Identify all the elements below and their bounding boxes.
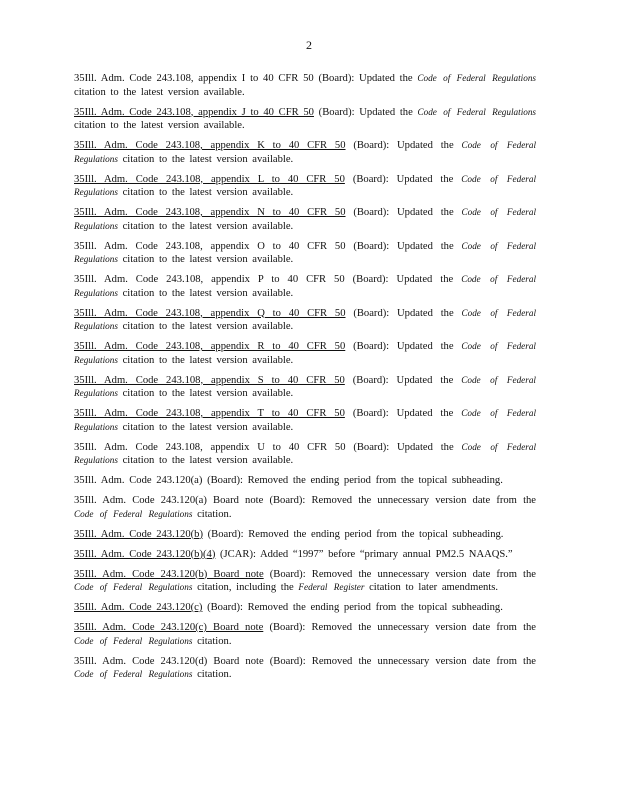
change-description: (Board): Updated the <box>353 240 454 252</box>
italic-reference: Code of Federal Regulations <box>74 341 536 365</box>
italic-reference: Code of Federal Regulations <box>74 635 193 646</box>
amendment-entry <box>74 206 536 233</box>
change-description-end: citation, including the <box>197 582 294 593</box>
rule-citation: 35Ill. Adm. Code 243.108, appendix Q to 40 CFR 50 <box>74 307 346 319</box>
italic-reference: Code of Federal Regulations <box>74 508 193 519</box>
italic-reference: Federal Register <box>298 582 365 592</box>
change-description-end: citation to the latest version available. <box>122 455 294 466</box>
amendment-list <box>74 72 536 688</box>
rule-citation: 35Ill. Adm. Code 243.108, appendix T to 40 CFR 50 <box>74 408 345 419</box>
change-description-end: citation. <box>197 669 232 680</box>
amendment-entry <box>74 340 536 367</box>
rule-citation: 35Ill. Adm. Code 243.120(c) <box>74 602 203 613</box>
amendment-entry <box>74 441 536 468</box>
amendment-entry <box>74 307 536 334</box>
change-description-end: citation to the latest version available. <box>122 220 294 232</box>
change-description: (Board): Updated the <box>352 274 454 285</box>
rule-citation: 35Ill. Adm. Code 243.120(b) <box>74 528 203 540</box>
change-description: (Board): Updated the <box>318 106 413 118</box>
italic-reference: Code of Federal Regulations <box>74 441 536 465</box>
amendment-entry <box>74 106 536 133</box>
change-description: (Board): Updated the <box>353 441 454 453</box>
rule-citation: 35Ill. Adm. Code 243.108, appendix J to 40 CFR 50 <box>74 106 314 118</box>
amendment-entry <box>74 173 536 200</box>
amendment-entry <box>74 374 536 401</box>
italic-reference: Code of Federal Regulations <box>74 307 536 331</box>
rule-citation: 35Ill. Adm. Code 243.120(b) Board note <box>74 568 264 580</box>
italic-reference: Code of Federal Regulations <box>74 374 536 398</box>
change-description-end: citation to the latest version available. <box>122 321 294 332</box>
rule-citation: 35Ill. Adm. Code 243.108, appendix P to 40 CFR 50 <box>74 274 345 285</box>
amendment-entry <box>74 621 536 648</box>
italic-reference: Code of Federal Regulations <box>74 274 537 298</box>
change-description: (Board): Updated the <box>353 140 454 151</box>
change-description: (Board): Removed the unnecessary version date from the <box>269 622 537 633</box>
amendment-entry <box>74 494 536 521</box>
rule-citation: 35Ill. Adm. Code 243.120(a) <box>74 475 203 486</box>
change-description: (Board): Updated the <box>352 374 454 386</box>
amendment-entry <box>74 568 536 595</box>
italic-reference: Code of Federal Regulations <box>74 669 193 679</box>
change-description: (Board): Updated the <box>353 307 454 319</box>
change-description: (Board): Updated the <box>352 173 454 185</box>
rule-citation: 35Ill. Adm. Code 243.108, appendix L to 40 CFR 50 <box>74 173 345 185</box>
italic-reference: Code of Federal Regulations <box>74 408 537 432</box>
amendment-entry <box>74 655 536 682</box>
amendment-entry <box>74 240 536 267</box>
change-description: (Board): Removed the unnecessary version date from the <box>269 655 536 667</box>
amendment-entry <box>74 407 536 434</box>
amendment-entry <box>74 528 536 542</box>
change-description-end: citation. <box>197 508 232 520</box>
rule-citation: 35Ill. Adm. Code 243.108, appendix S to 40 CFR 50 <box>74 374 345 386</box>
change-description-end: citation to the latest version available. <box>122 287 294 299</box>
amendment-entry <box>74 72 536 99</box>
italic-reference: Code of Federal Regulations <box>417 73 536 83</box>
amendment-entry <box>74 548 536 562</box>
rule-citation: 35Ill. Adm. Code 243.108, appendix R to 40 CFR 50 <box>74 341 346 352</box>
rule-citation: 35Ill. Adm. Code 243.120(d) Board note <box>74 655 264 667</box>
change-description-end: citation. <box>197 635 232 647</box>
amendment-entry <box>74 139 536 166</box>
change-description: (Board): Removed the ending period from the topical subheading. <box>207 602 503 613</box>
rule-citation: 35Ill. Adm. Code 243.120(b)(4) <box>74 548 216 560</box>
rule-citation: 35Ill. Adm. Code 243.108, appendix U to 40 CFR 50 <box>74 441 346 453</box>
change-description-end: citation to the latest version available. <box>122 388 294 399</box>
change-description: (Board): Updated the <box>353 207 454 218</box>
rule-citation: 35Ill. Adm. Code 243.120(c) Board note <box>74 622 264 633</box>
change-description: (Board): Updated the <box>353 341 454 352</box>
change-description: (Board): Removed the ending period from the topical subheading. <box>207 528 504 540</box>
page-number: 2 <box>306 38 312 52</box>
italic-reference: Code of Federal Regulations <box>74 140 536 164</box>
change-description-end: citation to the latest version available. <box>122 153 294 165</box>
italic-reference: Code of Federal Regulations <box>74 173 537 197</box>
change-description-end: citation to the latest version available. <box>122 254 294 265</box>
amendment-entry <box>74 474 536 488</box>
change-description-end: citation to the latest version available. <box>74 86 245 98</box>
change-description-end: citation to the latest version available. <box>122 421 294 433</box>
change-description: (Board): Removed the unnecessary version date from the <box>269 495 537 506</box>
rule-citation: 35Ill. Adm. Code 243.108, appendix N to 40 CFR 50 <box>74 207 346 218</box>
italic-reference: Code of Federal Regulations <box>417 106 537 117</box>
change-description: (Board): Removed the unnecessary version date from the <box>269 568 536 580</box>
change-description: (Board): Updated the <box>352 408 454 419</box>
change-description-end: citation to the latest version available. <box>122 354 294 366</box>
amendment-entry <box>74 601 536 615</box>
italic-reference: Code of Federal Regulations <box>74 582 193 592</box>
change-description-end: citation to the latest version available. <box>74 120 245 131</box>
change-description-end: citation to the latest version available. <box>122 187 294 198</box>
rule-citation: 35Ill. Adm. Code 243.108, appendix O to 40 CFR 50 <box>74 240 346 252</box>
rule-citation: 35Ill. Adm. Code 243.108, appendix K to 40 CFR 50 <box>74 140 346 151</box>
change-description-end: citation to later amendments. <box>369 582 499 593</box>
change-description: (Board): Updated the <box>318 73 413 84</box>
amendment-entry <box>74 273 536 300</box>
italic-reference: Code of Federal Regulations <box>74 207 536 231</box>
change-description: (Board): Removed the ending period from the topical subheading. <box>207 475 503 486</box>
change-description: (JCAR): Added “1997” before “primary annual PM2.5 NAAQS.” <box>220 548 513 560</box>
rule-citation: 35Ill. Adm. Code 243.108, appendix I to 40 CFR 50 <box>74 73 314 84</box>
italic-reference: Code of Federal Regulations <box>74 240 536 264</box>
rule-citation: 35Ill. Adm. Code 243.120(a) Board note <box>74 495 264 506</box>
